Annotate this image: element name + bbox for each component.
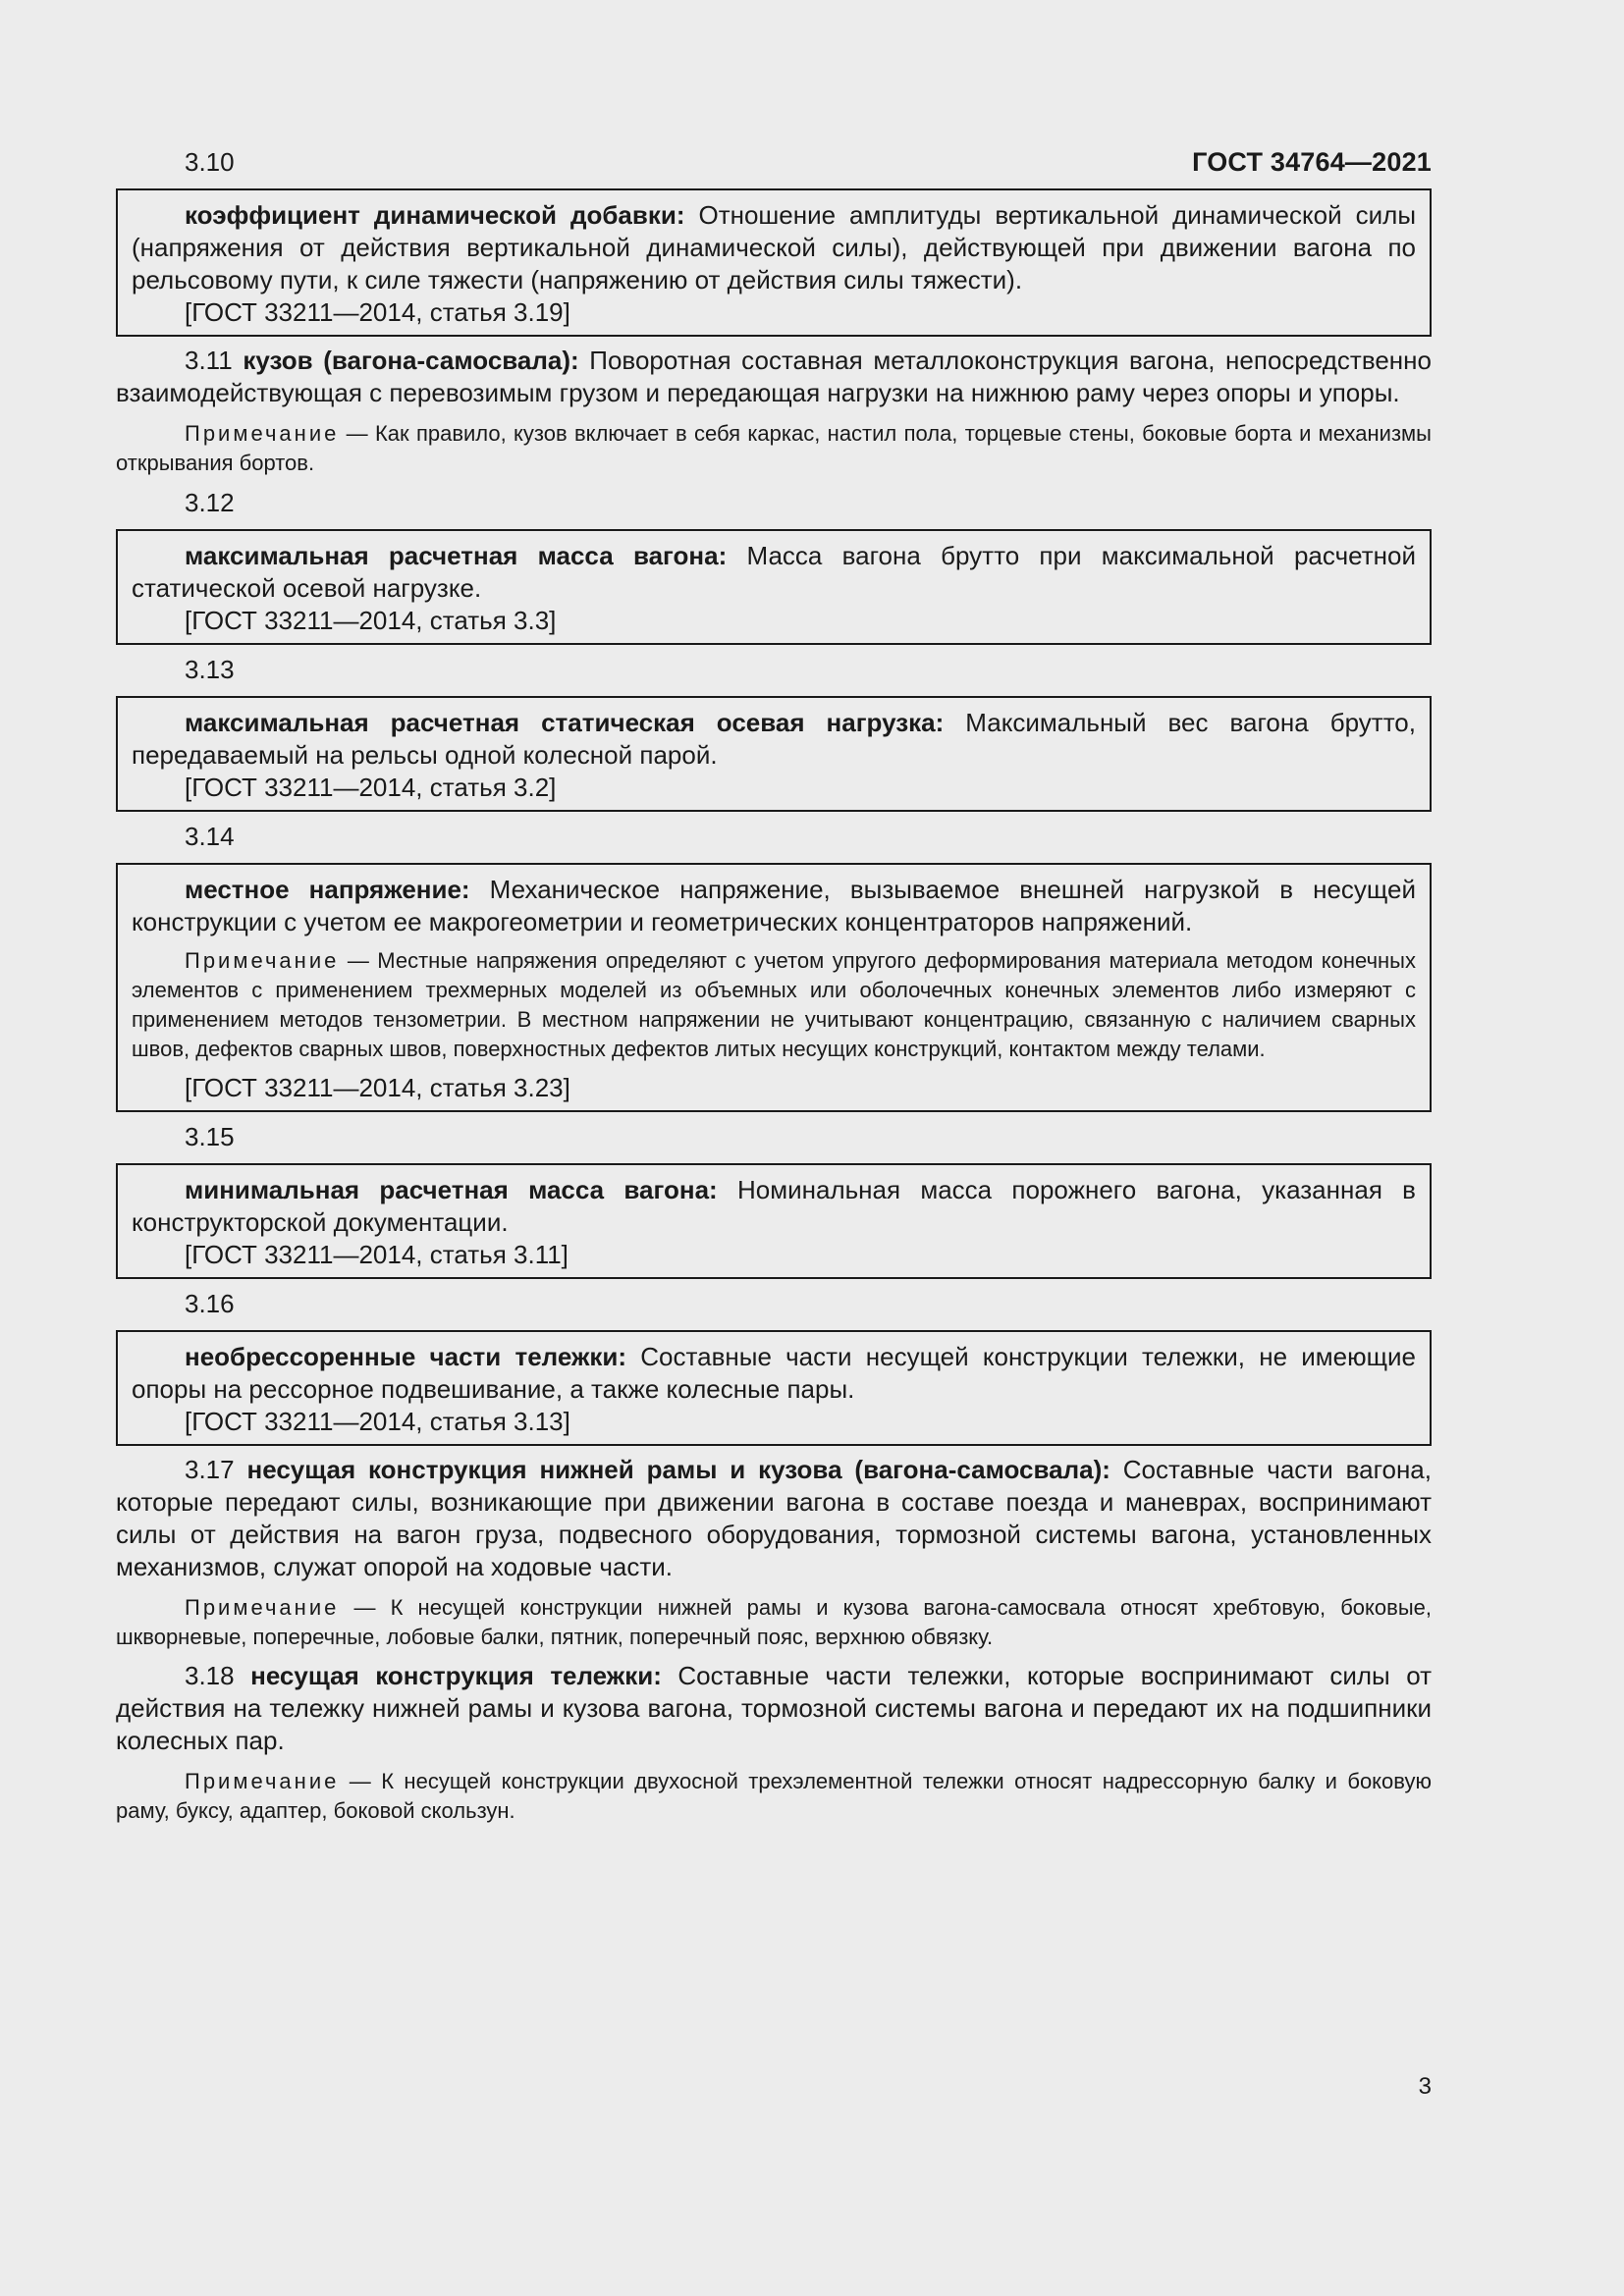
term: местное напряжение: [185, 875, 470, 904]
note-label: Примечание [185, 948, 340, 973]
definition-box-3-15 [116, 1163, 1432, 1279]
definition-box-3-12 [116, 529, 1432, 645]
definition: Механическое напряжение, вызываемое внешней нагрузкой в несущей конструкции с учетом ее макрогеометрии и геометрических концентраторов напряжений. [132, 875, 1416, 936]
clause-number: 3.14 [185, 822, 235, 851]
note [116, 1767, 1432, 1826]
clause-number: 3.18 [185, 1661, 235, 1690]
definition-text [132, 1341, 1416, 1406]
term: несущая конструкция нижней рамы и кузова (вагона-самосвала): [246, 1455, 1110, 1484]
clause-3-18 [116, 1660, 1432, 1757]
definition: Отношение амплитуды вертикальной динамической силы (напряжения от действия вертикальной динамической силы), действующей при движении вагона по рельсовому пути, к силе тяжести (напряжению от действия силы тяжести). [132, 200, 1417, 294]
definition-text [132, 540, 1416, 605]
definition-box-3-14 [116, 863, 1432, 1112]
note [116, 1593, 1432, 1652]
clause-number: 3.15 [185, 1122, 235, 1151]
term: минимальная расчетная масса вагона: [185, 1175, 718, 1204]
note-text: — Местные напряжения определяют с учетом упругого деформирования материала методом конечных элементов с применением трехмерных моделей из объемных или оболочечных конечных элементов либо измеряют с применением методов тензометрии. В местном напряжении не учитывают концентрацию, связанную с наличием сварных швов, дефектов сварных швов, поверхностных дефектов литых несущих конструкций, контактом между телами. [132, 948, 1416, 1061]
definition-text [132, 1174, 1416, 1239]
term: кузов (вагона-самосвала): [243, 346, 579, 375]
definition-box-3-10 [116, 188, 1432, 337]
note [116, 419, 1432, 478]
term: необрессоренные части тележки: [185, 1342, 627, 1371]
definition: Масса вагона брутто при максимальной расчетной статической осевой нагрузке. [132, 541, 1416, 603]
definition: Составные части вагона, которые передают силы, возникающие при движении вагона в составе поезда и маневрах, воспринимают силы от действия на вагон груза, подвесного оборудования, тормозной системы вагона, установленных механизмов, служат опорой на ходовые части. [116, 1455, 1432, 1581]
clause-3-17 [116, 1454, 1432, 1583]
source-reference: [ГОСТ 33211—2014, статья 3.19] [185, 297, 570, 327]
term: коэффициент динамической добавки: [185, 200, 685, 230]
term: максимальная расчетная масса вагона: [185, 541, 728, 570]
note-text: — Как правило, кузов включает в себя каркас, настил пола, торцевые стены, боковые борта и механизмы открывания бортов. [116, 421, 1432, 475]
definition-text [132, 874, 1416, 938]
definition: Составные части тележки, которые воспринимают силы от действия на тележку нижней рамы и кузова вагона, тормозной системы вагона и передают их на подшипники колесных пар. [116, 1661, 1433, 1755]
definition-box-3-16 [116, 1330, 1432, 1446]
term: максимальная расчетная статическая осевая нагрузка: [185, 708, 945, 737]
clause-number: 3.13 [185, 655, 235, 684]
source-reference: [ГОСТ 33211—2014, статья 3.2] [185, 773, 557, 802]
note-text: — К несущей конструкции нижней рамы и кузова вагона-самосвала относят хребтовую, боковые, шкворневые, поперечные, лобовые балки, пятник, поперечный пояс, верхнюю обвязку. [116, 1595, 1432, 1649]
note-label: Примечание [185, 1769, 340, 1793]
note [132, 946, 1416, 1064]
definition: Максимальный вес вагона брутто, передаваемый на рельсы одной колесной парой. [132, 708, 1416, 770]
source-reference: [ГОСТ 33211—2014, статья 3.23] [185, 1073, 570, 1102]
document-body [116, 145, 1432, 1834]
clause-number: 3.12 [185, 488, 235, 517]
term: несущая конструкция тележки: [250, 1661, 662, 1690]
document-code: ГОСТ 34764—2021 [1192, 147, 1432, 177]
definition-text [132, 707, 1416, 772]
definition: Поворотная составная металлоконструкция вагона, непосредственно взаимодействующая с перевозимым грузом и передающая нагрузки на нижнюю раму через опоры и упоры. [116, 346, 1432, 407]
page-number: 3 [1418, 2073, 1432, 2100]
clause-number: 3.16 [185, 1289, 235, 1318]
clause-number: 3.17 [185, 1455, 235, 1484]
definition-box-3-13 [116, 696, 1432, 812]
clause-3-11 [116, 345, 1432, 409]
clause-number: 3.10 [185, 147, 235, 177]
source-reference: [ГОСТ 33211—2014, статья 3.3] [185, 606, 557, 635]
definition: Номинальная масса порожнего вагона, указанная в конструкторской документации. [132, 1175, 1416, 1237]
note-text: — К несущей конструкции двухосной трехэлементной тележки относят надрессорную балку и боковую раму, буксу, адаптер, боковой скользун. [116, 1769, 1432, 1823]
note-label: Примечание [185, 1595, 340, 1620]
clause-number: 3.11 [185, 346, 233, 375]
definition-text [132, 199, 1416, 296]
source-reference: [ГОСТ 33211—2014, статья 3.11] [185, 1240, 568, 1269]
source-reference: [ГОСТ 33211—2014, статья 3.13] [185, 1407, 570, 1436]
note-label: Примечание [185, 421, 340, 446]
definition: Составные части несущей конструкции тележки, не имеющие опоры на рессорное подвешивание, а также колесные пары. [132, 1342, 1417, 1404]
